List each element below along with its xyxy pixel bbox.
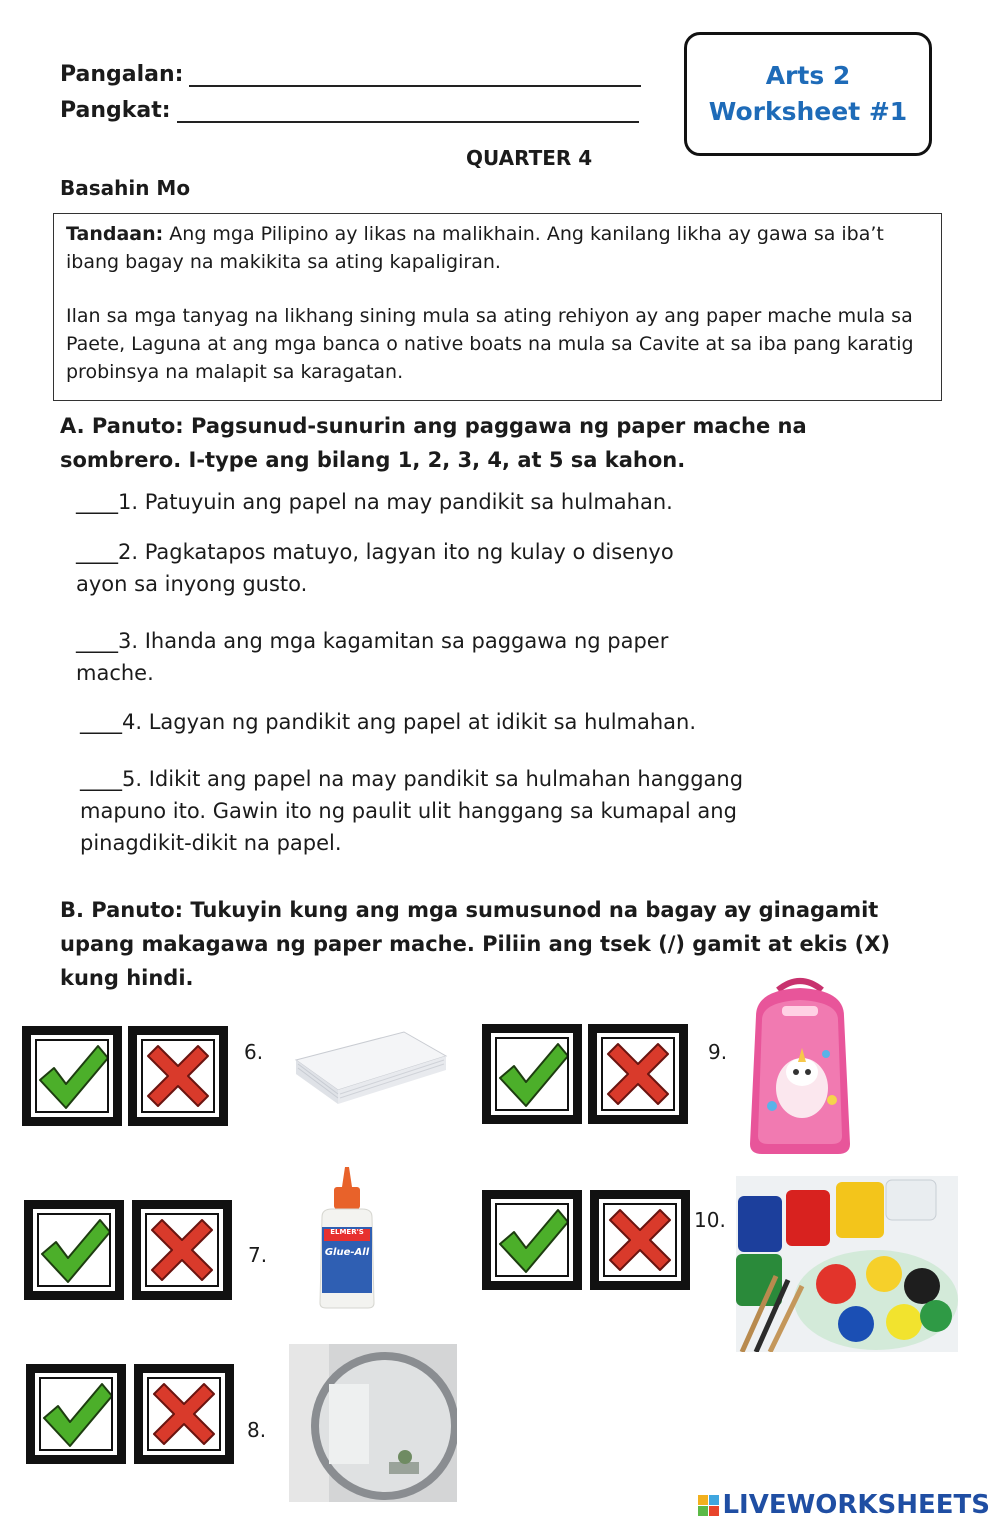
- sequence-item-text: mache.: [76, 661, 154, 685]
- part-a-instruction: [60, 409, 940, 477]
- reading-note-box: [53, 213, 942, 401]
- item-number-8: 8.: [247, 1418, 267, 1442]
- section-label: Basahin Mo: [60, 176, 191, 200]
- liveworksheets-logo-icon: [698, 1495, 719, 1516]
- worksheet-subject: Arts 2: [765, 61, 851, 90]
- sequence-item-3[interactable]: [76, 625, 668, 689]
- item-number-6: 6.: [244, 1040, 264, 1064]
- sequence-item-text: mapuno ito. Gawin ito ng paulit ulit hanggang sa kumapal ang: [80, 799, 737, 823]
- x-mark-icon: [144, 1374, 224, 1454]
- sequence-item-text: pinagdikit-dikit na papel.: [80, 831, 342, 855]
- liveworksheets-watermark: [698, 1490, 990, 1520]
- part-a-instruction-line1: A. Panuto: Pagsunud-sunurin ang paggawa ng paper mache na: [60, 414, 807, 438]
- x-box-8[interactable]: [134, 1364, 234, 1464]
- watermark-text: LIVEWORKSHEETS: [722, 1490, 990, 1520]
- part-b-instruction-line1: B. Panuto: Tukuyin kung ang mga sumusunod na bagay ay ginagamit: [60, 898, 879, 922]
- paints-image: [736, 1176, 958, 1352]
- check-box-6[interactable]: [22, 1026, 122, 1126]
- glue-bottle-image: [308, 1165, 386, 1310]
- sequence-item-text: ____2. Pagkatapos matuyo, lagyan ito ng kulay o disenyo: [76, 540, 674, 564]
- group-line[interactable]: [177, 103, 639, 123]
- sequence-item-4[interactable]: [80, 706, 696, 738]
- sequence-item-text: ayon sa inyong gusto.: [76, 572, 308, 596]
- note-lead: Tandaan:: [66, 223, 164, 245]
- sequence-item-text: ____4. Lagyan ng pandikit ang papel at idikit sa hulmahan.: [80, 710, 697, 734]
- name-field: [60, 62, 641, 87]
- round-mirror-icon: [289, 1344, 457, 1502]
- pink-backpack-icon: [738, 976, 862, 1156]
- worksheet-number: Worksheet #1: [708, 97, 908, 126]
- x-box-6[interactable]: [128, 1026, 228, 1126]
- group-label: Pangkat:: [60, 98, 171, 123]
- glue-brand-label: ELMER'S: [330, 1228, 364, 1236]
- paint-jars-icon: [736, 1176, 958, 1352]
- glue-name-label: Glue-All: [324, 1247, 370, 1258]
- check-box-9[interactable]: [482, 1024, 582, 1124]
- check-box-10[interactable]: [482, 1190, 582, 1290]
- group-field: [60, 98, 639, 123]
- check-mark-icon: [492, 1200, 572, 1280]
- sequence-item-2[interactable]: [76, 536, 674, 600]
- part-a-instruction-line2: sombrero. I-type ang bilang 1, 2, 3, 4, at 5 sa kahon.: [60, 448, 686, 472]
- name-line[interactable]: [189, 67, 641, 87]
- check-mark-icon: [492, 1034, 572, 1114]
- note-paragraph-1: [66, 220, 929, 276]
- item-number-9: 9.: [708, 1040, 728, 1064]
- check-box-8[interactable]: [26, 1364, 126, 1464]
- note-text-2: Ilan sa mga tanyag na likhang sining mula sa ating rehiyon ay ang paper mache mula sa Paete, Laguna at ang mga banca o native boats na mula sa Cavite at sa iba pang karatig probinsya na malapit sa karagatan.: [66, 305, 914, 383]
- item-number-7: 7.: [248, 1243, 268, 1267]
- part-b-instruction-line2: upang makagawa ng paper mache. Piliin ang tsek (/) gamit at ekis (X): [60, 932, 891, 956]
- sequence-item-5[interactable]: [80, 763, 743, 859]
- x-mark-icon: [600, 1200, 680, 1280]
- x-mark-icon: [598, 1034, 678, 1114]
- x-mark-icon: [142, 1210, 222, 1290]
- check-box-7[interactable]: [24, 1200, 124, 1300]
- mirror-image: [289, 1344, 457, 1502]
- backpack-image: [738, 976, 862, 1156]
- x-box-10[interactable]: [590, 1190, 690, 1290]
- sequence-item-text: ____5. Idikit ang papel na may pandikit sa hulmahan hanggang: [80, 767, 744, 791]
- note-text-1: Ang mga Pilipino ay likas na malikhain. Ang kanilang likha ay gawa sa iba’t ibang bagay na makikita sa ating kapaligiran.: [66, 223, 884, 273]
- glue-bottle-icon: [308, 1165, 386, 1310]
- worksheet-title-box: [684, 32, 932, 156]
- paper-stack-icon: [286, 1020, 452, 1106]
- part-b-instruction-line3: kung hindi.: [60, 966, 194, 990]
- sequence-item-text: ____1. Patuyuin ang papel na may pandikit sa hulmahan.: [76, 490, 673, 514]
- item-number-10: 10.: [694, 1208, 726, 1232]
- check-mark-icon: [32, 1036, 112, 1116]
- sequence-item-text: ____3. Ihanda ang mga kagamitan sa paggawa ng paper: [76, 629, 669, 653]
- check-mark-icon: [36, 1374, 116, 1454]
- x-box-7[interactable]: [132, 1200, 232, 1300]
- sequence-item-1[interactable]: [76, 486, 673, 518]
- check-mark-icon: [34, 1210, 114, 1290]
- quarter-label: QUARTER 4: [466, 146, 593, 170]
- x-box-9[interactable]: [588, 1024, 688, 1124]
- x-mark-icon: [138, 1036, 218, 1116]
- paper-stack-image: [286, 1020, 452, 1106]
- name-label: Pangalan:: [60, 62, 184, 87]
